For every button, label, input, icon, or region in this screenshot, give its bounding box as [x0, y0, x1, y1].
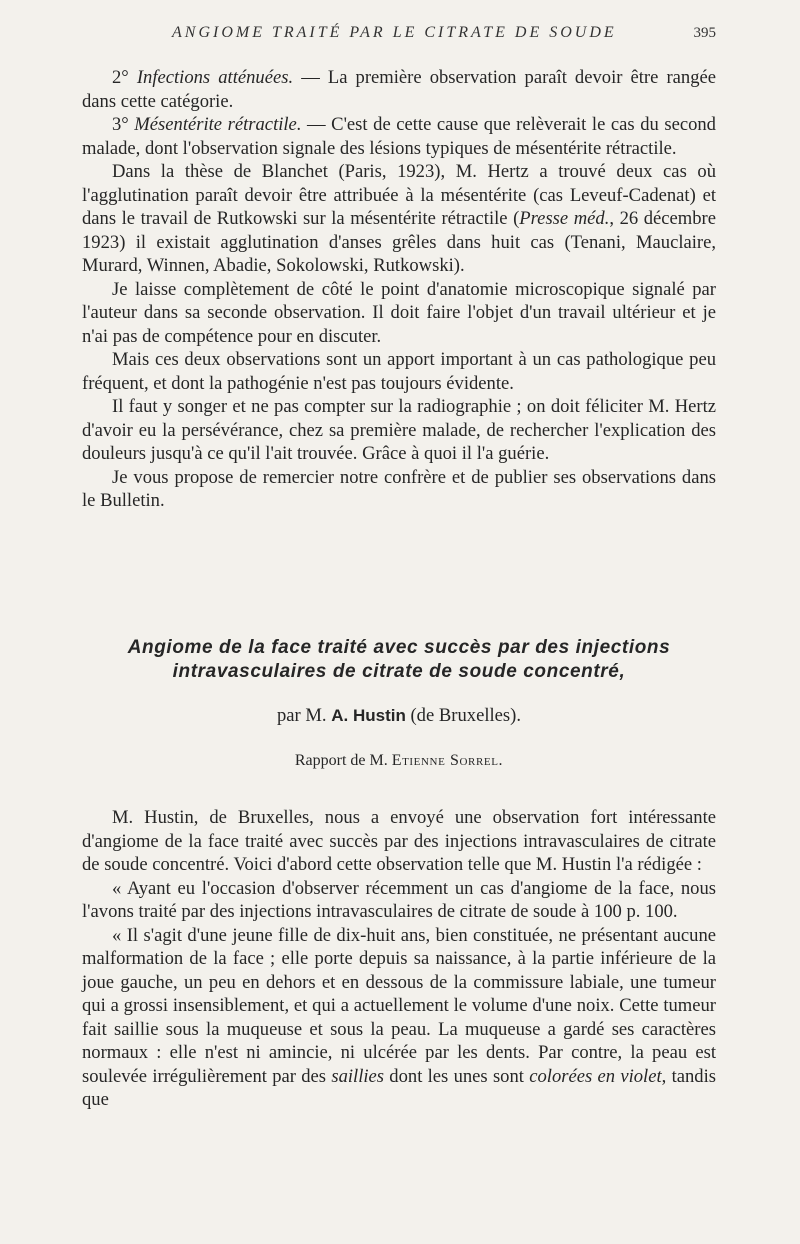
paragraph-text: — La première observation paraît devoir être rangée dans cette catégorie.: [82, 67, 717, 112]
page-number: 395: [693, 25, 716, 41]
observation-text: [82, 806, 716, 1112]
emphasis-violet: colorées en violet: [529, 1065, 662, 1087]
report-prefix: Rapport de M.: [294, 752, 392, 769]
paragraph-blanchet: [82, 160, 716, 278]
author-name: A. Hustin: [331, 706, 406, 725]
report-conclusion-text: [82, 66, 716, 513]
author-line: [82, 705, 716, 727]
paragraph-text: , 26 décembre 1923) il existait agglutination d'anses grêles dans huit cas (Tenani, Mauclaire, Murard, Winnen, Abadie, Sokolowski, Rutkowski).: [82, 208, 716, 276]
paragraph-text: Dans la thèse de Blanchet (Paris, 1923), M. Hertz a trouvé deux cas où l'agglutination paraît devoir être attribuée à la mésentérite (cas Leveuf-Cadenat) et dans le travail de Rutkowski sur la mésentérite rétractile (: [82, 161, 716, 229]
article-title-line: intravasculaires de citrate de soude concentré,: [172, 661, 626, 682]
paragraph-apport: Mais ces deux observations sont un apport important à un cas pathologique peu fréquent, et dont la pathogénie n'est pas toujours évidente.: [82, 349, 716, 394]
item-number: 2°: [112, 67, 129, 88]
paragraph-conclusion: Je vous propose de remercier notre confrère et de publier ses observations dans le Bulletin.: [82, 466, 716, 511]
article-title: [82, 636, 716, 684]
paragraph-case-description: [82, 924, 716, 1112]
paragraph-anatomie: Je laisse complètement de côté le point d'anatomie microscopique signalé par l'auteur dans sa seconde observation. Il doit faire l'objet d'un travail ultérieur et je n'ai pas de compétence pour en discuter.: [82, 278, 716, 347]
item-label: Infections atténuées.: [136, 67, 294, 88]
paragraph-text: « Il s'agit d'une jeune fille de dix-huit ans, bien constituée, ne présentant aucune malformation de la face ; elle porte depuis sa naissance, à la partie inférieure de la joue gauche, un peu en dehors et en dessous de la commissure labiale, une tumeur qui a grossi insensiblement, et qui a actuellement le volume d'une noix. Cette tumeur fait saillie sous la muqueuse et sous la peau. La muqueuse a gardé ses caractères normaux : elle n'est ni amincie, ni ulcérée par les dents. Par contre, la peau est soulevée irrégulièrement par des: [82, 924, 716, 1087]
item-number: 3°: [112, 114, 129, 135]
paragraph-text: , tandis que: [82, 1065, 717, 1110]
author-affiliation: (de Bruxelles).: [405, 705, 521, 726]
reporter-name: Etienne Sorrel.: [391, 752, 504, 769]
article-title-line: Angiome de la face traité avec succès par des injections: [127, 637, 671, 658]
emphasis-saillies: saillies: [331, 1065, 385, 1087]
paragraph-text: — C'est de cette cause que relèverait le cas du second malade, dont l'observation signale des lésions typiques de mésentérite rétractile.: [82, 114, 716, 159]
paragraph-text: dont les unes sont: [384, 1065, 530, 1087]
author-prefix: par M.: [277, 705, 332, 726]
paragraph-intro: M. Hustin, de Bruxelles, nous a envoyé une observation fort intéressante d'angiome de la face traité avec succès par des injections intravasculaires de citrate de soude concentré. Voici d'abord cette observation telle que M. Hustin l'a rédigée :: [82, 807, 716, 875]
running-title: ANGIOME TRAITÉ PAR LE CITRATE DE SOUDE: [172, 24, 617, 41]
journal-citation: Presse méd.: [519, 208, 610, 229]
paragraph-infections: [82, 66, 716, 113]
item-label: Mésentérite rétractile.: [134, 114, 302, 135]
paragraph-radiographie: Il faut y songer et ne pas compter sur la radiographie ; on doit féliciter M. Hertz d'avoir eu la persévérance, chez sa première malade, de rechercher l'explication des douleurs jusqu'à ce qu'il l'ait trouvée. Grâce à quoi il l'a guérie.: [82, 396, 716, 464]
report-line: [82, 752, 716, 770]
paragraph-quote-start: « Ayant eu l'occasion d'observer récemment un cas d'angiome de la face, nous l'avons traité par des injections intravasculaires de citrate de soude à 100 p. 100.: [82, 877, 716, 922]
page-header: [82, 24, 722, 48]
paragraph-mesenterite: [82, 113, 716, 160]
